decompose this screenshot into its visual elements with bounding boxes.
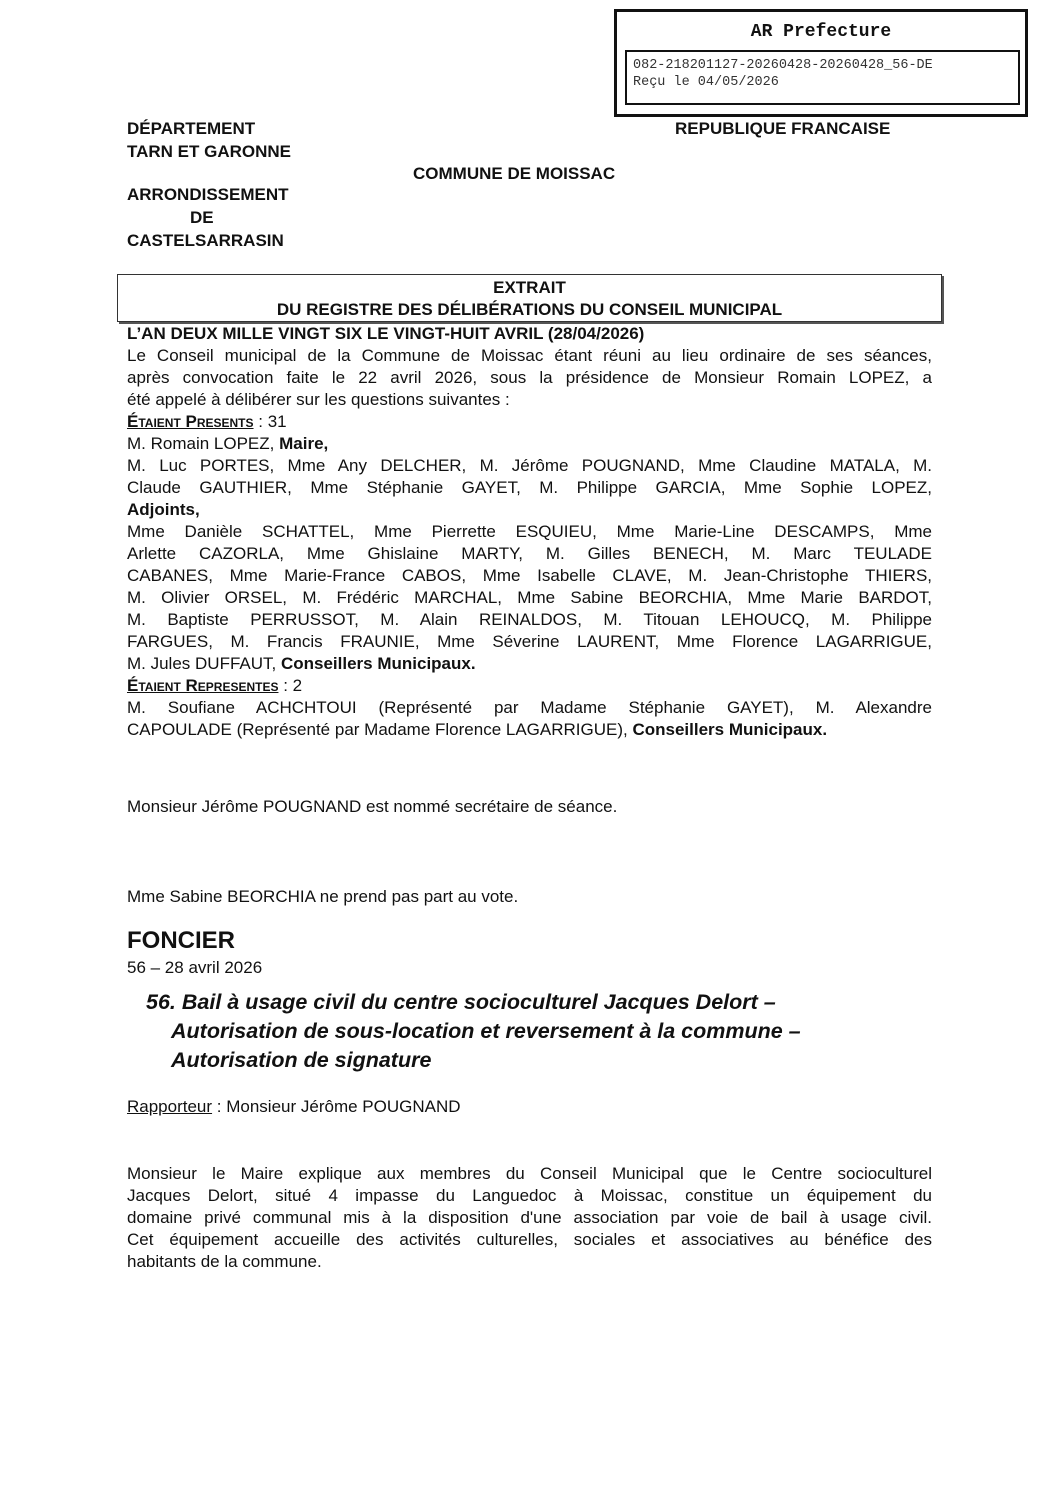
expose-line: Cet équipement accueille des activités culturelles, sociales et associatives au bénéfice des [127,1230,932,1249]
expose-line: habitants de la commune. [127,1252,322,1271]
representes-label: Étaient Representes [127,676,279,695]
abstention-line: Mme Sabine BEORCHIA ne prend pas part au vote. [127,887,519,906]
expose-line: Jacques Delort, situé 4 impasse du Languedoc à Moissac, constitue un équipement du [127,1186,932,1205]
extrait-subtitle: DU REGISTRE DES DÉLIBÉRATIONS DU CONSEIL MUNICIPAL [276,300,783,319]
representes-line [127,675,932,697]
adjoints-line: Claude GAUTHIER, Mme Stéphanie GAYET, M. Philippe GARCIA, Mme Sophie LOPEZ, [127,478,932,497]
representes-count: : 2 [278,676,303,695]
representes-detail: M. Soufiane ACHCHTOUI (Représenté par Madame Stéphanie GAYET), M. Alexandre [127,698,932,717]
adjoints-role: Adjoints, [127,500,200,519]
seance-block [127,323,932,741]
deliberation-title-line: 56. Bail à usage civil du centre socioculturel Jacques Delort – [146,990,776,1014]
expose-line: Monsieur le Maire explique aux membres du Conseil Municipal que le Centre socioculturel [127,1164,932,1183]
ar-prefecture-stamp [614,9,1028,117]
intro-line: après convocation faite le 22 avril 2026, sous la présidence de Monsieur Romain LOPEZ, a [127,368,932,387]
maire-role: Maire, [279,434,329,453]
arrondissement-label: ARRONDISSEMENT [127,185,289,204]
expose-paragraph [127,1163,932,1273]
arrondissement-block [127,183,289,252]
stamp-reference: 082-218201127-20260428-20260428_56-DE [633,58,933,73]
expose-line: domaine privé communal mis à la disposition d'une association par voie de bail à usage civil. [127,1208,932,1227]
conseillers-last: M. Jules DUFFAUT, [127,654,281,673]
departement-label: DÉPARTEMENT [127,119,256,138]
conseillers-role: Conseillers Municipaux. [280,654,476,673]
adjoints-line: M. Luc PORTES, Mme Any DELCHER, M. Jérôme POUGNAND, Mme Claudine MATALA, M. [127,456,932,475]
arrondissement-de: DE [190,208,214,227]
rapporteur-line [127,1096,932,1118]
maire-name: M. Romain LOPEZ, [127,434,280,453]
conseillers-line: FARGUES, M. Francis FRAUNIE, Mme Séverine LAURENT, Mme Florence LAGARRIGUE, [127,632,932,651]
rapporteur-label: Rapporteur [127,1097,213,1116]
arrondissement-name: CASTELSARRASIN [127,231,284,250]
secretaire-line: Monsieur Jérôme POUGNAND est nommé secrétaire de séance. [127,797,618,816]
extrait-box [117,274,942,322]
conseillers-last-line [127,653,932,675]
stamp-inner-box [625,50,1020,105]
representes-detail-2 [127,719,932,741]
conseillers-line: Mme Danièle SCHATTEL, Mme Pierrette ESQUIEU, Mme Marie-Line DESCAMPS, Mme [127,522,932,541]
conseillers-line: Arlette CAZORLA, Mme Ghislaine MARTY, M. Gilles BENECH, M. Marc TEULADE [127,544,932,563]
deliberation-title-line: Autorisation de signature [171,1048,432,1072]
presents-label: Étaient Presents [127,412,254,431]
representes-detail-text: CAPOULADE (Représenté par Madame Florence LAGARRIGUE), [127,720,633,739]
deliberation-title [146,988,936,1075]
conseillers-line: M. Olivier ORSEL, M. Frédéric MARCHAL, Mme Sabine BEORCHIA, Mme Marie BARDOT, [127,588,932,607]
section-reference: 56 – 28 avril 2026 [127,958,263,977]
deliberation-title-line: Autorisation de sous-location et reversement à la commune – [171,1019,801,1043]
extrait-title: EXTRAIT [493,278,566,297]
rapporteur-name: : Monsieur Jérôme POUGNAND [212,1097,461,1116]
seance-date: L’AN DEUX MILLE VINGT SIX LE VINGT-HUIT AVRIL (28/04/2026) [127,324,645,343]
presents-line [127,411,932,433]
commune-label: COMMUNE DE MOISSAC [413,164,616,183]
section-title: FONCIER [127,927,235,954]
conseillers-line: M. Baptiste PERRUSSOT, M. Alain REINALDOS, M. Titouan LEHOUCQ, M. Philippe [127,610,932,629]
intro-line: Le Conseil municipal de la Commune de Moissac étant réuni au lieu ordinaire de ses séances, [127,346,932,365]
conseillers-line: CABANES, Mme Marie-France CABOS, Mme Isabelle CLAVE, M. Jean-Christophe THIERS, [127,566,932,585]
departement-block [127,117,291,163]
presents-count: : 31 [253,412,287,431]
republique-label: REPUBLIQUE FRANCAISE [675,119,891,138]
intro-line: été appelé à délibérer sur les questions suivantes : [127,390,510,409]
maire-line [127,433,932,455]
stamp-title: AR Prefecture [750,22,892,42]
departement-name: TARN ET GARONNE [127,142,292,161]
stamp-received-date: Reçu le 04/05/2026 [633,75,779,90]
representes-role: Conseillers Municipaux. [632,720,828,739]
